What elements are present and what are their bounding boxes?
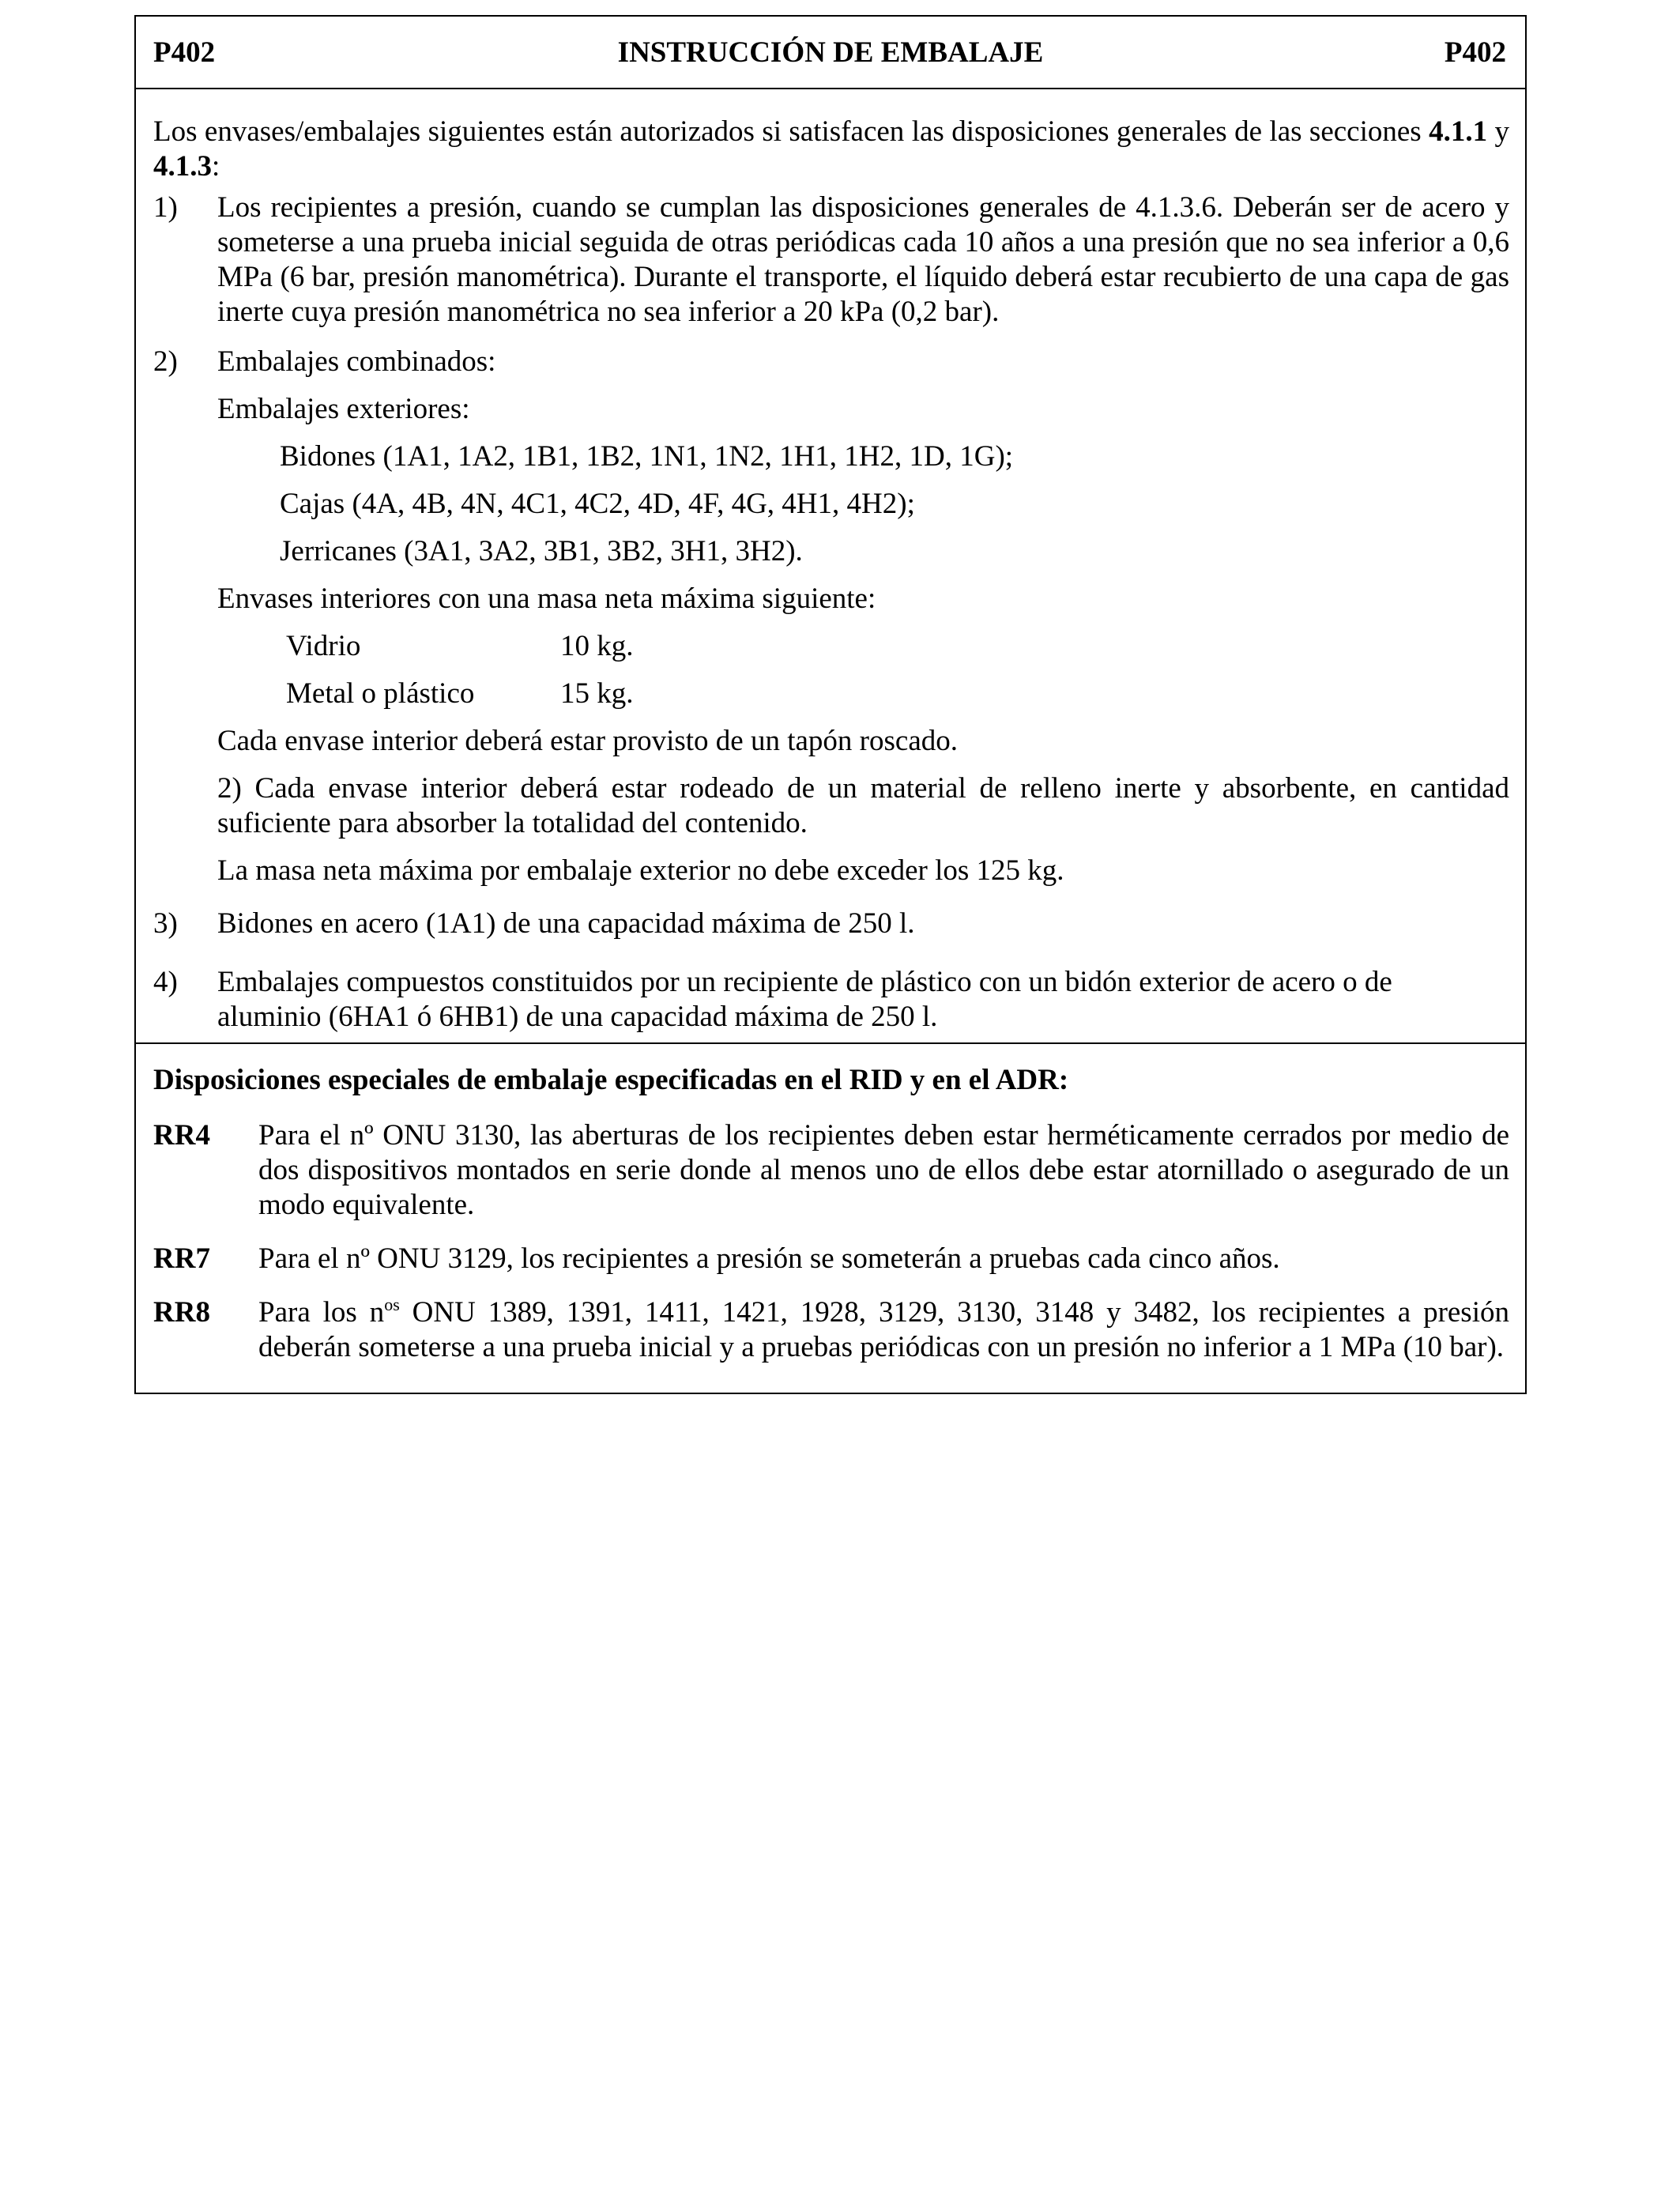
inner-mass-glass: 10 kg. — [560, 630, 634, 662]
special-provisions-heading: Disposiciones especiales de embalaje especificadas en el RID y en el ADR: — [153, 1064, 1069, 1096]
instruction-code-right: P402 — [1444, 36, 1506, 69]
item-2-number: 2) — [153, 345, 178, 378]
section-ref-a: 4.1.1 — [1429, 115, 1488, 148]
rr8-superscript: os — [384, 1295, 400, 1314]
outer-drums: Bidones (1A1, 1A2, 1B1, 1B2, 1N1, 1N2, 1H1, 1H2, 1D, 1G); — [280, 440, 1014, 473]
item-4-line-1: Embalajes compuestos constituidos por un recipiente de plástico con un bidón exterior de acero o de — [217, 966, 1392, 998]
rr4-code: RR4 — [153, 1119, 210, 1152]
rr7-text: Para el nº ONU 3129, los recipientes a presión se someterán a pruebas cada cinco años. — [258, 1242, 1280, 1275]
inner-packagings-label: Envases interiores con una masa neta máxima siguiente: — [217, 582, 876, 615]
inner-mass-metal-plastic: 15 kg. — [560, 677, 634, 710]
intro-colon: : — [212, 150, 220, 183]
item-2-title: Embalajes combinados: — [217, 345, 496, 378]
table-header — [136, 17, 1525, 89]
inner-material-glass: Vidrio — [286, 630, 361, 662]
rr8-code: RR8 — [153, 1296, 210, 1329]
note-max-net-mass: La masa neta máxima por embalaje exterior no debe exceder los 125 kg. — [217, 854, 1064, 887]
rr7-code: RR7 — [153, 1242, 210, 1275]
outer-packagings-label: Embalajes exteriores: — [217, 393, 470, 425]
authorized-packagings-section — [136, 89, 1525, 1044]
intro-paragraph — [153, 115, 1509, 184]
note-absorbent-material: 2) Cada envase interior deberá estar rodeado de un material de relleno inerte y absorbente, en cantidad suficiente para absorber la totalidad del contenido. — [217, 772, 1509, 839]
rr8-prefix: Para los n — [258, 1296, 385, 1329]
special-provisions-section — [136, 1044, 1525, 1394]
outer-boxes: Cajas (4A, 4B, 4N, 4C1, 4C2, 4D, 4F, 4G, 4H1, 4H2); — [280, 488, 915, 520]
rr8-body: ONU 1389, 1391, 1411, 1421, 1928, 3129, 3130, 3148 y 3482, los recipientes a presión deberán someterse a una prueba inicial y a pruebas periódicas con un presión no inferior a 1 MPa (10 bar). — [258, 1296, 1509, 1363]
rr8-text — [258, 1295, 1509, 1365]
item-3-text: Bidones en acero (1A1) de una capacidad máxima de 250 l. — [217, 907, 915, 940]
section-ref-b: 4.1.3 — [153, 150, 212, 183]
outer-jerricans: Jerricanes (3A1, 3A2, 3B1, 3B2, 3H1, 3H2). — [280, 535, 803, 567]
table-title: INSTRUCCIÓN DE EMBALAJE — [617, 36, 1044, 69]
instruction-code-left: P402 — [153, 36, 216, 69]
item-1-number: 1) — [153, 191, 178, 224]
inner-material-metal-plastic: Metal o plástico — [286, 677, 475, 710]
note-screw-cap: Cada envase interior deberá estar provisto de un tapón roscado. — [217, 725, 958, 757]
packing-instruction-table — [134, 15, 1527, 1394]
rr4-text: Para el nº ONU 3130, las aberturas de los recipientes deben estar herméticamente cerrados por medio de dos dispositivos montados en serie donde al menos uno de ellos debe estar atornillado o asegurado de un modo equivalente. — [258, 1119, 1509, 1221]
intro-text: Los envases/embalajes siguientes están autorizados si satisfacen las disposiciones generales de las secciones — [153, 115, 1422, 148]
item-4-line-2: aluminio (6HA1 ó 6HB1) de una capacidad máxima de 250 l. — [217, 1001, 938, 1033]
item-3-number: 3) — [153, 907, 178, 940]
intro-conj: y — [1487, 115, 1509, 148]
item-4-number: 4) — [153, 966, 178, 998]
item-1-text: Los recipientes a presión, cuando se cumplan las disposiciones generales de 4.1.3.6. Deberán ser de acero y someterse a una prueba inicial seguida de otras periódicas cada 10 años a una presión que no sea inferior a 0,6 MPa (6 bar, presión manométrica). Durante el transporte, el líquido deberá estar recubierto de una capa de gas inerte cuya presión manométrica no sea inferior a 20 kPa (0,2 bar). — [217, 191, 1509, 328]
